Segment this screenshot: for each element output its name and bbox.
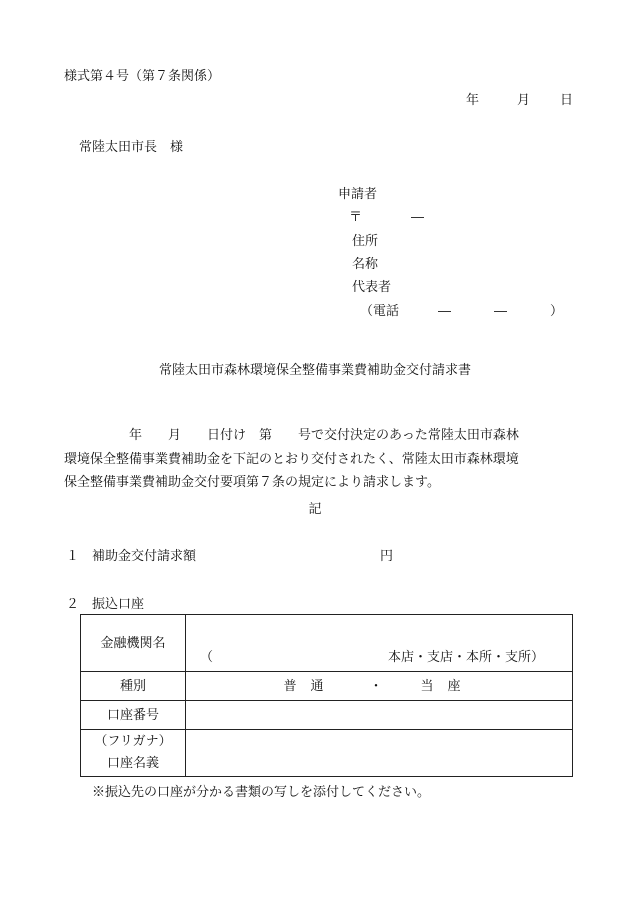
postal-line: [349, 210, 424, 225]
table-row: [81, 672, 573, 701]
item1-label: 補助金交付請求額: [92, 549, 197, 564]
footnote: ※振込先の口座が分かる書類の写しを添付してください。: [92, 785, 431, 800]
note-heading: 記: [308, 502, 322, 517]
item2-label: 振込口座: [92, 597, 145, 612]
item1-unit: 円: [380, 549, 394, 564]
account-number-cell: [186, 701, 573, 730]
item1-number: １: [66, 549, 80, 564]
item2-number: ２: [66, 597, 80, 612]
bank-name-cell: [186, 615, 573, 672]
body-line-2: 環境保全整備事業費補助金を下記のとおり交付されたく、常陸太田市森林環境: [64, 451, 519, 467]
applicant-label: 申請者: [338, 187, 378, 202]
type-ordinary: 普通: [283, 678, 338, 694]
date-day: 日: [560, 93, 574, 108]
representative-label: 代表者: [352, 280, 392, 295]
address-label: 住所: [352, 234, 379, 249]
account-type-cell: [186, 672, 573, 701]
table-row: [81, 701, 573, 730]
branch-options: 本店・支店・本所・支所）: [387, 650, 544, 665]
body-line-3: 保全整備事業費補助金交付要項第７条の規定により請求します。: [64, 475, 440, 490]
name-label: 名称: [352, 257, 379, 272]
bank-paren-open: （: [200, 650, 214, 665]
postal-mark: 〒: [349, 210, 363, 225]
phone-close: ）: [550, 304, 564, 319]
postal-dash: ―: [411, 210, 424, 225]
phone-dash-1: ―: [438, 304, 451, 319]
date-month: 月: [517, 93, 531, 108]
table-row: [81, 615, 573, 672]
account-table: [80, 614, 573, 777]
account-holder-label: 口座名義: [106, 756, 159, 771]
phone-line: [360, 305, 570, 319]
type-current: 当座: [420, 678, 475, 694]
date-line: [466, 94, 573, 107]
kana-label: （フリガナ）: [94, 734, 172, 749]
phone-dash-2: ―: [494, 304, 507, 319]
addressee: 常陸太田市長 様: [79, 140, 184, 155]
account-number-label: 口座番号: [81, 701, 186, 730]
body-line-1: 年 月 日付け 第 号で交付決定のあった常陸太田市森林: [64, 428, 519, 443]
bank-name-label: 金融機関名: [81, 615, 186, 672]
phone-open: （電話: [360, 304, 400, 319]
table-row: [81, 730, 573, 777]
form-number: 様式第４号（第７条関係）: [64, 69, 221, 84]
date-year: 年: [466, 93, 480, 108]
body-paragraph: [64, 424, 578, 495]
account-holder-head: [81, 730, 186, 777]
type-separator: ・: [369, 678, 383, 694]
account-holder-cell: [186, 730, 573, 777]
account-type-label: 種別: [81, 672, 186, 701]
document-title: 常陸太田市森林環境保全整備事業費補助金交付請求書: [158, 363, 471, 378]
